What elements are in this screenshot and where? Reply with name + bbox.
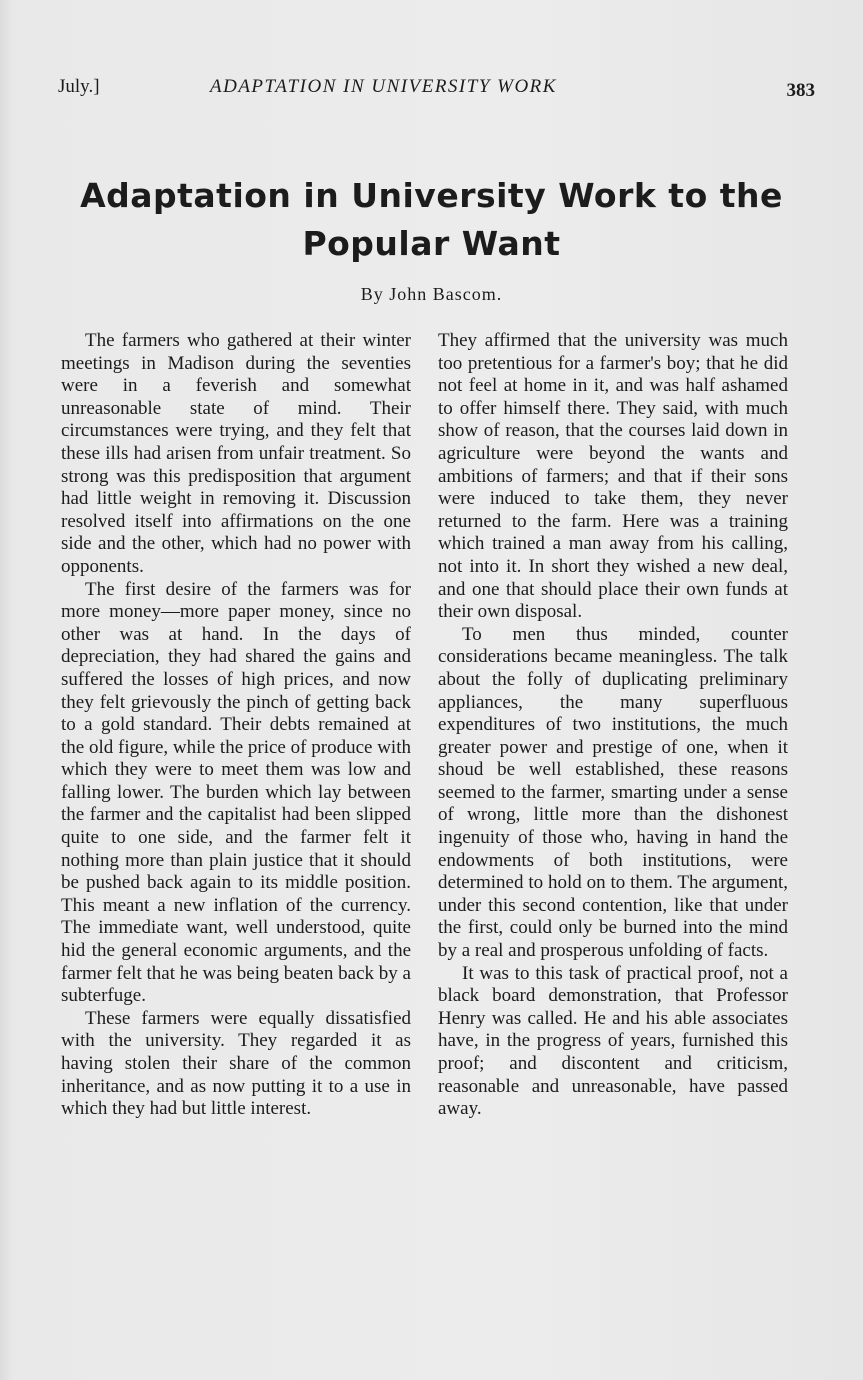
left-column (61, 330, 411, 1121)
running-title: ADAPTATION IN UNIVERSITY WORK (210, 76, 557, 97)
byline: By John Bascom. (360, 284, 503, 304)
paragraph-continued: They affirmed that the university was much too pretentious for a farmer's boy; that he did not feel at home in it, and was half ashamed to offer himself there. They said, with much show of reason, that the courses laid down in agriculture were beyond the wants and ambitions of farmers; and that if their sons were induced to take them, they never returned to the farm. Here was a training which trained a man away from his calling, not into it. In short they wished a new deal, and one that should place their own funds at their own disposal. (438, 330, 788, 623)
issue-month: July.] (58, 76, 100, 97)
paragraph: To men thus minded, counter considerations became meaningless. The talk about the folly of duplicating preliminary appliances, the many superfluous expenditures of two institutions, the much greater power and prestige of one, when it shoud be well established, these reasons seemed to the farmer, smarting under a sense of wrong, little more than the dishonest ingenuity of those who, having in hand the endowments of both institutions, were determined to hold on to them. The argument, under this second contention, like that under the first, could only be burned into the mind by a real and prosperous unfolding of facts. (438, 623, 788, 962)
page-number: 383 (786, 80, 815, 101)
running-head (58, 76, 815, 104)
article-title-line-1: Adaptation in University Work to the (80, 176, 783, 215)
paragraph: These farmers were equally dissatisfied with the university. They regarded it as having stolen their share of the common inheritance, and as now putting it to a use in which they had but little interest. (61, 1007, 411, 1120)
paragraph: The farmers who gathered at their winter meetings in Madison during the seventies were in a feverish and somewhat unreasonable state of mind. Their circumstances were trying, and they felt that these ills had arisen from unfair treatment. So strong was this predisposition that argument had little weight in removing it. Discussion resolved itself into affirmations on the one side and the other, which had no power with opponents. (61, 330, 411, 577)
article-title (60, 172, 803, 268)
paragraph: It was to this task of practical proof, not a black board demonstration, that Professor Henry was called. He and his able associates have, in the progress of years, furnished this proof; and discontent and criticism, reasonable and unreasonable, have passed away. (438, 962, 788, 1120)
right-column (438, 330, 788, 1121)
paragraph: The first desire of the farmers was for more money—more paper money, since no other was at hand. In the days of depreciation, they had shared the gains and suffered the losses of high prices, and now they felt grievously the pinch of getting back to a gold standard. Their debts remained at the old figure, while the price of produce with which they were to meet them was low and falling lower. The burden which lay between the farmer and the capitalist had been slipped quite to one side, and the farmer felt it nothing more than plain justice that it should be pushed back again to its middle position. This meant a new inflation of the currency. The immediate want, well understood, quite hid the general economic arguments, and the farmer felt that he was being beaten back by a subterfuge. (61, 578, 411, 1007)
article-title-line-2: Popular Want (302, 224, 561, 263)
